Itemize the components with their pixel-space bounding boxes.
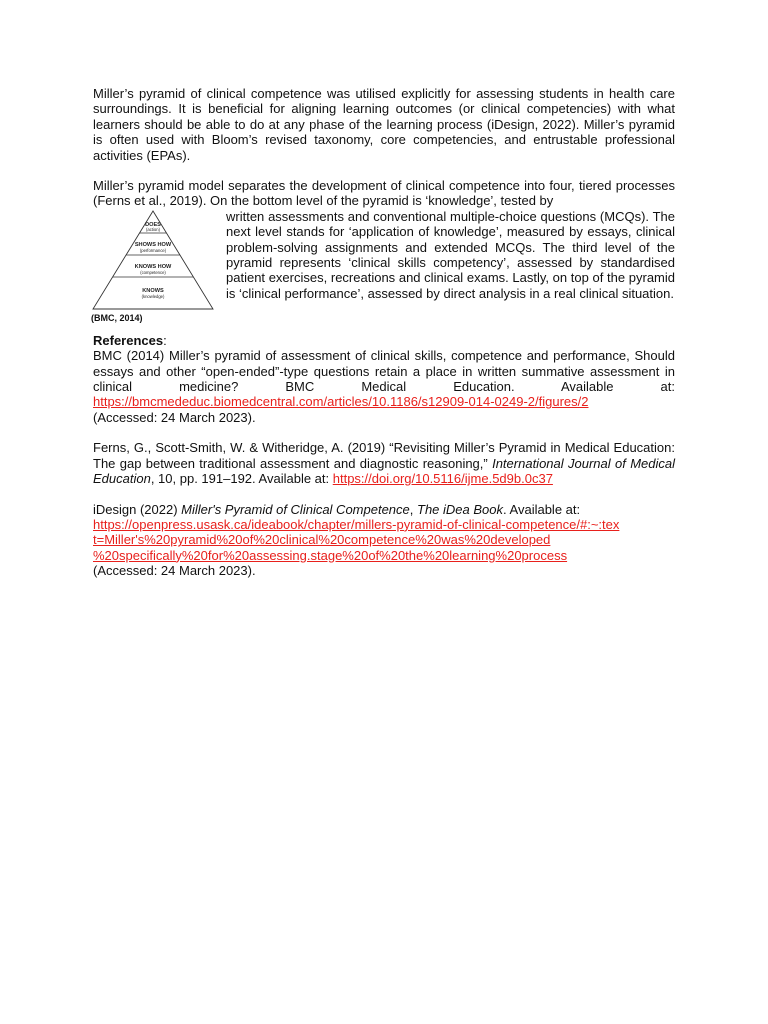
reference-idesign-title: Miller's Pyramid of Clinical Competence bbox=[181, 501, 410, 517]
model-paragraph-lead: Miller’s pyramid model separates the development of clinical competence into four, tiered processes (Ferns et al., 2019). On the bottom level of the pyramid is ‘knowledge’, tested by bbox=[93, 178, 675, 209]
reference-idesign-separator: , bbox=[409, 501, 418, 517]
reference-ferns bbox=[93, 440, 675, 486]
reference-ferns-details: , 10, pp. 191–192. Available at: bbox=[150, 471, 333, 487]
reference-bmc-link[interactable]: https://bmcmededuc.biomedcentral.com/articles/10.1186/s12909-014-0249-2/figures/2 bbox=[93, 394, 589, 410]
references-section bbox=[93, 333, 675, 579]
tier-knows-how-subtitle: (competence) bbox=[140, 269, 166, 275]
tier-knows-how-title: KNOWS HOW bbox=[134, 263, 172, 270]
tier-shows-how-title: SHOWS HOW bbox=[134, 241, 172, 248]
reference-bmc-text: BMC (2014) Miller’s pyramid of assessment of clinical skills, competence and performance, Should essays and other “open-ended”-type questions retain a place in written summative assessment in clinical medicine? BMC Medical Education. Available at: bbox=[93, 348, 675, 395]
pyramid-section bbox=[93, 178, 675, 324]
reference-bmc-accessed: (Accessed: 24 March 2023). bbox=[93, 409, 256, 425]
tier-shows-how-subtitle: (performance) bbox=[139, 247, 167, 253]
reference-ferns-journal: International Journal of Medical Education bbox=[93, 455, 675, 487]
reference-idesign-available: . Available at: bbox=[503, 501, 581, 517]
reference-idesign-link[interactable] bbox=[93, 517, 675, 563]
tier-knows-subtitle: (knowledge) bbox=[141, 293, 165, 299]
reference-ferns-link[interactable]: https://doi.org/10.5116/ijme.5d9b.0c37 bbox=[332, 471, 553, 487]
reference-idesign bbox=[93, 502, 675, 517]
document-body bbox=[93, 86, 675, 579]
reference-idesign-link-line-2[interactable]: t=Miller's%20pyramid%20of%20clinical%20competence%20was%20developed bbox=[93, 532, 551, 548]
tier-knows-title: KNOWS bbox=[142, 287, 164, 294]
miller-pyramid-figure bbox=[91, 209, 221, 324]
reference-ferns-text: Ferns, G., Scott-Smith, W. & Witheridge, A. (2019) “Revisiting Miller’s Pyramid in Medical Education: The gap between traditional assessment and diagnostic reasoning,” bbox=[93, 440, 675, 471]
reference-idesign-link-line-3[interactable]: %20specifically%20for%20assessing.stage%20of%20the%20learning%20process bbox=[93, 547, 568, 563]
model-paragraph-rest: written assessments and conventional multiple-choice questions (MCQs). The next level stands for ‘application of knowledge’, measured by essays, clinical problem-solving assignments and extended MCQs. The third level of the pyramid represents ‘clinical skills competency’, assessed by standardised patient exercises, recreations and clinical exams. Lastly, on top of the pyramid is ‘clinical performance’, assessed by direct analysis in a real clinical situation. bbox=[226, 208, 675, 301]
pyramid-diagram bbox=[91, 209, 215, 311]
reference-idesign-link-line-1[interactable]: https://openpress.usask.ca/ideabook/chapter/millers-pyramid-of-clinical-competence/#:~:tex bbox=[93, 516, 620, 532]
tier-does-title: DOES bbox=[145, 221, 161, 228]
tier-does-subtitle: (action) bbox=[146, 226, 160, 232]
reference-idesign-accessed: (Accessed: 24 March 2023). bbox=[93, 563, 256, 579]
references-heading-colon: : bbox=[163, 332, 167, 348]
reference-bmc bbox=[93, 348, 675, 425]
references-heading-line bbox=[93, 333, 675, 348]
intro-paragraph: Miller’s pyramid of clinical competence was utilised explicitly for assessing students in health care surroundings. It is beneficial for aligning learning outcomes (or clinical competencies) with what learners should be able to do at any phase of the learning process (iDesign, 2022). Miller’s pyramid is often used with Bloom’s revised taxonomy, core competencies, and entrustable professional activities (EPAs). bbox=[93, 86, 675, 163]
figure-caption: (BMC, 2014) bbox=[91, 312, 143, 323]
reference-idesign-book: The iDea Book bbox=[417, 501, 504, 517]
references-heading: References bbox=[93, 332, 164, 348]
reference-idesign-text: iDesign (2022) bbox=[93, 501, 182, 517]
